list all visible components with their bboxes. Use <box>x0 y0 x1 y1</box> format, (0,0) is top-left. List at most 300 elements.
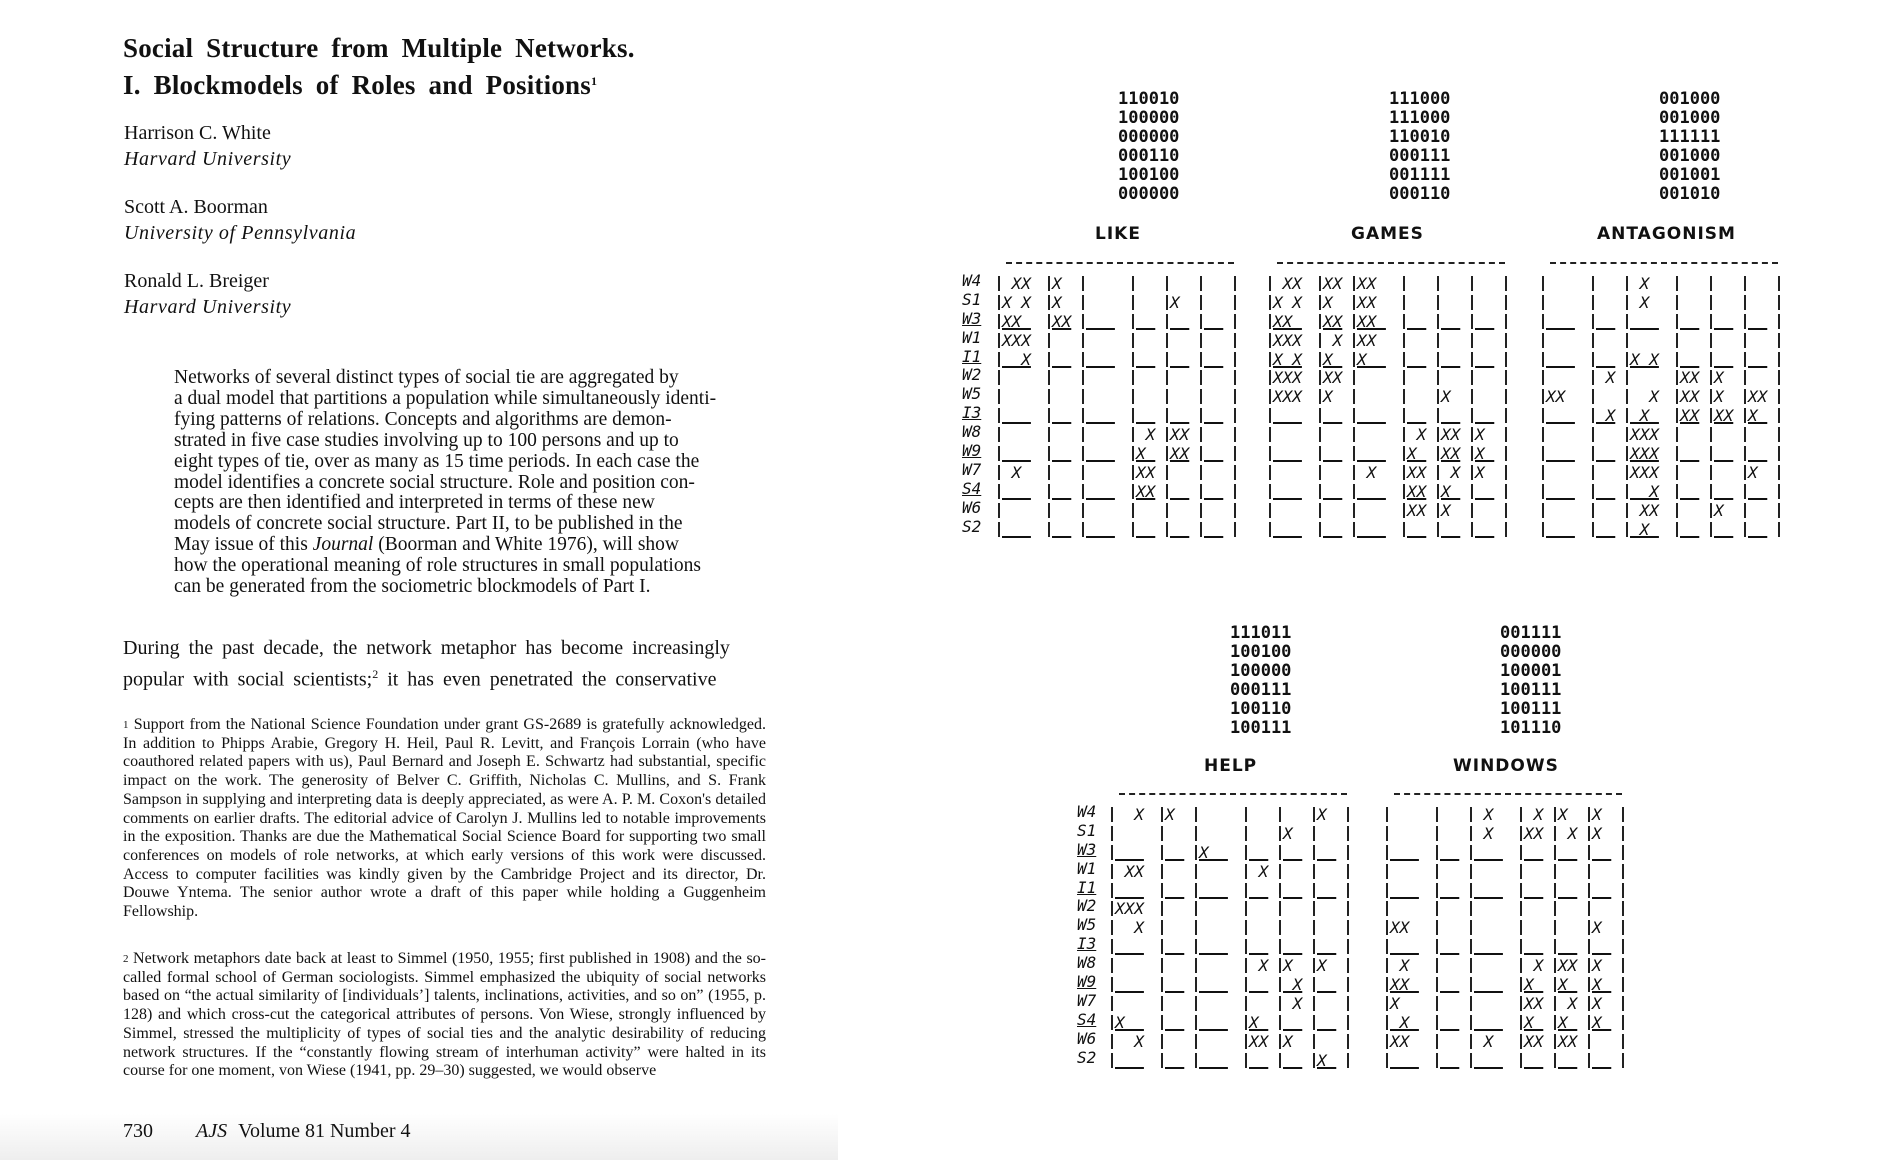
image-matrix-row: 100100 <box>1230 642 1292 662</box>
block-cell <box>1195 826 1245 841</box>
footnote-mark: 2 <box>123 953 129 965</box>
block-cell <box>1554 1053 1588 1068</box>
block-cell <box>1437 352 1471 367</box>
block-cell <box>1744 503 1780 518</box>
block-cell: X <box>1279 1034 1313 1049</box>
block-cell <box>1082 389 1132 404</box>
image-matrix <box>1389 90 1450 204</box>
block-cell <box>1313 1034 1349 1049</box>
block-cell <box>1200 427 1236 442</box>
block-cell: X <box>1744 408 1780 423</box>
row-label: S1 <box>962 289 982 309</box>
block-cell: XX <box>1269 314 1319 329</box>
footnote-text: Network metaphors date back at least to Simmel (1950, 1955; first published in 1908) and the so-called formal school of German sociologists. Simmel emphasized the ubiquity of social networks based on “the actual similarity of [individuals’] talents, inclinations, activities, and so on” (1955, p. 128) and which cross-cut the categorical attributes of persons. Von Wiese, strongly influenced by Simmel, stressed the multiplicity of types of social ties and the analytic desirability of reducing network structures. If the “constantly flowing stream of interhuman activity” were halted in its course for one moment, von Wiese (1941, pp. 29–30) suggested, we would observe <box>123 950 766 1080</box>
footnote-1 <box>123 716 766 922</box>
block-cell <box>998 370 1048 385</box>
grid-row <box>1269 520 1507 539</box>
block-cell <box>1386 845 1436 860</box>
block-cell: X <box>1626 522 1676 537</box>
block-cell: XXX <box>1269 333 1319 348</box>
block-cell <box>1470 1053 1520 1068</box>
block-cell: XX <box>1520 1034 1554 1049</box>
block-cell <box>1313 845 1349 860</box>
grid-row <box>1542 520 1780 539</box>
blockmodel-grid <box>1542 262 1780 538</box>
abstract-line: Networks of several distinct types of social tie are aggregated by <box>174 367 679 388</box>
grid-row <box>1111 975 1349 994</box>
row-label: I3 <box>962 403 982 423</box>
block-cell: X <box>1403 446 1437 461</box>
block-cell: X <box>1353 352 1403 367</box>
block-cell: X <box>1111 920 1161 935</box>
block-cell <box>1554 883 1588 898</box>
image-matrix <box>1230 624 1291 738</box>
block-cell <box>1470 901 1520 916</box>
block-cell <box>1161 845 1195 860</box>
block-cell <box>1471 522 1507 537</box>
block-cell <box>1313 920 1349 935</box>
grid-top-border <box>1006 262 1234 274</box>
block-cell <box>1554 845 1588 860</box>
block-cell <box>1744 370 1780 385</box>
block-cell <box>1470 864 1520 879</box>
block-cell <box>1269 465 1319 480</box>
block-cell <box>1403 333 1437 348</box>
block-cell: X X <box>998 295 1048 310</box>
block-cell <box>1082 333 1132 348</box>
block-cell: X <box>1245 958 1279 973</box>
block-cell <box>1353 503 1403 518</box>
block-cell <box>1744 446 1780 461</box>
grid-row <box>1111 918 1349 937</box>
block-cell <box>1279 901 1313 916</box>
block-cell <box>1520 920 1554 935</box>
block-cell <box>1436 996 1470 1011</box>
image-matrix-row: 000000 <box>1500 642 1562 662</box>
abstract-line: model identifies a concrete social structure. Role and position con- <box>174 471 695 493</box>
block-cell <box>1319 427 1353 442</box>
block-cell <box>1279 883 1313 898</box>
block-cell <box>1082 522 1132 537</box>
block-cell <box>1676 427 1710 442</box>
block-cell: XXX <box>1626 465 1676 480</box>
block-cell <box>1470 958 1520 973</box>
block-cell <box>1269 484 1319 499</box>
block-cell <box>1161 939 1195 954</box>
author-affiliation: Harvard University <box>124 148 292 170</box>
grid-row <box>1111 881 1349 900</box>
grid-row <box>1542 425 1780 444</box>
left-page <box>0 0 838 1160</box>
row-label: I1 <box>962 346 982 366</box>
image-matrix <box>1118 90 1179 204</box>
block-cell <box>1132 295 1166 310</box>
block-cell <box>1245 901 1279 916</box>
grid-row <box>1269 501 1507 520</box>
journal-name: AJS <box>196 1120 228 1142</box>
grid-row <box>1111 843 1349 862</box>
block-cell <box>1437 333 1471 348</box>
block-cell: XX <box>1353 276 1403 291</box>
grid-row <box>1269 387 1507 406</box>
block-cell: X <box>1626 408 1676 423</box>
block-cell <box>1386 864 1436 879</box>
block-cell <box>1676 522 1710 537</box>
block-cell <box>1436 1034 1470 1049</box>
title-line-2-text: I. Blockmodels of Roles and Positions <box>123 70 591 100</box>
block-cell <box>1111 845 1161 860</box>
block-cell <box>1319 503 1353 518</box>
block-cell <box>1710 484 1744 499</box>
grid-row <box>1111 862 1349 881</box>
block-cell <box>1592 352 1626 367</box>
block-cell <box>1588 883 1624 898</box>
row-label: W5 <box>1077 915 1097 935</box>
block-cell: XX <box>1744 389 1780 404</box>
block-cell: X <box>1111 1034 1161 1049</box>
block-cell <box>1542 295 1592 310</box>
block-cell: X <box>1437 484 1471 499</box>
block-cell <box>1542 446 1592 461</box>
grid-row <box>1111 1051 1349 1070</box>
block-cell <box>1626 370 1676 385</box>
grid-row <box>1386 862 1624 881</box>
abstract <box>174 368 766 598</box>
block-cell <box>1520 864 1554 879</box>
grid-row <box>1111 805 1349 824</box>
block-cell: X <box>1471 465 1507 480</box>
block-cell: X <box>1520 807 1554 822</box>
block-cell: XX <box>1245 1034 1279 1049</box>
block-cell: X <box>1279 958 1313 973</box>
grid-row <box>1269 406 1507 425</box>
block-cell <box>1676 314 1710 329</box>
block-cell <box>1592 522 1626 537</box>
block-cell <box>1161 901 1195 916</box>
abstract-line: how the operational meaning of role structures in small populations <box>174 555 701 577</box>
block-cell <box>1436 920 1470 935</box>
image-matrix-row: 001000 <box>1659 108 1721 128</box>
block-cell <box>1436 864 1470 879</box>
block-cell <box>1676 333 1710 348</box>
block-cell: X <box>1111 1015 1161 1030</box>
grid-row <box>998 482 1236 501</box>
block-cell <box>1111 996 1161 1011</box>
grid-row <box>1269 312 1507 331</box>
grid-row <box>1386 975 1624 994</box>
block-cell: X <box>1132 446 1166 461</box>
block-cell <box>1048 465 1082 480</box>
block-cell: XXX <box>1626 446 1676 461</box>
block-cell <box>1313 996 1349 1011</box>
block-cell <box>1676 352 1710 367</box>
row-labels <box>1077 803 1096 1067</box>
block-cell <box>1386 901 1436 916</box>
block-cell <box>1161 958 1195 973</box>
block-cell: X <box>1386 1015 1436 1030</box>
intro-line-text: popular with social scientists; <box>123 668 373 691</box>
block-cell <box>1386 1053 1436 1068</box>
block-cell: XX <box>1353 333 1403 348</box>
block-cell: X <box>1166 295 1200 310</box>
grid-row <box>1542 444 1780 463</box>
block-cell: X <box>998 352 1048 367</box>
block-cell: X <box>1111 807 1161 822</box>
image-matrix-row: 100000 <box>1230 661 1292 681</box>
block-cell <box>1279 920 1313 935</box>
block-cell <box>1166 389 1200 404</box>
block-cell <box>1386 826 1436 841</box>
image-matrix-row: 000000 <box>1118 184 1180 204</box>
block-cell <box>1403 522 1437 537</box>
block-cell: XX <box>1166 446 1200 461</box>
footnote-text: Support from the National Science Foundation under grant GS-2689 is gratefully acknowledged. In addition to Phipps Arabie, Gregory H. Heil, Paul R. Levitt, and François Lorrain (who have coauthored related papers with us), Paul Bernard and Joseph E. Schwartz had substantial, specific impact on the work. The generosity of Belver C. Griffith, Nicholas C. Mullins, and S. Frank Sampson in supplying and interpreting data is deeply appreciated, as were A. P. M. Coxon's detailed comments on earlier drafts. The editorial advice of Carolyn J. Mullins led to notable improvements in the exposition. Thanks are due the Mathematical Social Science Board for supporting two small conferences on models of role networks, at which early versions of this work were discussed. Access to computer facilities was kindly given by the Cambridge Project and its director, Dr. Douwe Yntema. The senior author wrote a draft of this paper while holding a Guggenheim Fellowship. <box>123 716 767 921</box>
image-matrix <box>1659 90 1720 204</box>
block-cell: X <box>1626 276 1676 291</box>
block-cell <box>1437 314 1471 329</box>
block-cell: X <box>998 465 1048 480</box>
grid-row <box>1269 293 1507 312</box>
abstract-line: can be generated from the sociometric blockmodels of Part I. <box>174 576 651 598</box>
image-matrix-row: 001000 <box>1659 89 1721 109</box>
row-label: W4 <box>962 271 982 290</box>
block-cell <box>1319 484 1353 499</box>
block-cell <box>1082 465 1132 480</box>
image-matrix-row: 000110 <box>1118 146 1180 166</box>
block-cell <box>1313 883 1349 898</box>
matrix-title: GAMES <box>1351 224 1424 244</box>
row-label: S4 <box>962 478 982 498</box>
block-cell <box>1200 276 1236 291</box>
abstract-line-tail: (Boorman and White 1976), will show <box>373 534 679 556</box>
block-cell <box>1710 465 1744 480</box>
block-cell <box>1436 958 1470 973</box>
block-cell: XX <box>998 314 1048 329</box>
block-cell: XX <box>1403 503 1437 518</box>
block-cell <box>1166 314 1200 329</box>
footnote-2 <box>123 950 766 1081</box>
author-name: Scott A. Boorman <box>124 196 268 218</box>
block-cell <box>1592 484 1626 499</box>
block-cell: XX <box>1111 864 1161 879</box>
grid-row <box>1386 956 1624 975</box>
block-cell: XX <box>1353 295 1403 310</box>
block-cell <box>1161 920 1195 935</box>
grid-row <box>1386 881 1624 900</box>
block-cell <box>1166 503 1200 518</box>
block-cell <box>1710 276 1744 291</box>
block-cell <box>1132 503 1166 518</box>
row-label: W3 <box>1077 839 1097 859</box>
block-cell: XX <box>1132 484 1166 499</box>
image-matrix-row: 000111 <box>1389 146 1451 166</box>
block-cell: X X <box>1269 295 1319 310</box>
grid-row <box>998 501 1236 520</box>
grid-top-border <box>1277 262 1505 274</box>
intro-line <box>123 662 766 693</box>
row-label: S2 <box>962 516 982 536</box>
block-cell <box>998 427 1048 442</box>
block-cell <box>1132 522 1166 537</box>
block-cell <box>1588 1053 1624 1068</box>
footnote-ref: 2 <box>372 666 379 681</box>
block-cell: X <box>1710 370 1744 385</box>
grid-row <box>998 444 1236 463</box>
block-cell: X <box>1245 1015 1279 1030</box>
block-cell <box>1437 276 1471 291</box>
block-cell <box>1403 314 1437 329</box>
block-cell: X <box>1554 977 1588 992</box>
block-cell <box>1710 314 1744 329</box>
block-cell <box>1436 1015 1470 1030</box>
block-cell <box>1744 484 1780 499</box>
block-cell <box>1471 370 1507 385</box>
block-cell: X <box>1592 408 1626 423</box>
block-cell <box>1542 484 1592 499</box>
block-cell <box>1403 276 1437 291</box>
block-cell <box>1279 939 1313 954</box>
block-cell <box>1436 826 1470 841</box>
block-cell: XX <box>1710 408 1744 423</box>
block-cell: X <box>1195 845 1245 860</box>
row-label: W2 <box>962 365 982 385</box>
block-cell: XX <box>1676 370 1710 385</box>
block-cell <box>1195 958 1245 973</box>
block-cell <box>1200 446 1236 461</box>
block-cell <box>1353 427 1403 442</box>
block-cell <box>1161 864 1195 879</box>
block-cell <box>1676 484 1710 499</box>
block-cell <box>1200 408 1236 423</box>
block-cell <box>1269 446 1319 461</box>
block-cell <box>1676 446 1710 461</box>
block-cell <box>1470 1015 1520 1030</box>
block-cell <box>1048 408 1082 423</box>
block-cell <box>1588 1034 1624 1049</box>
row-label: W1 <box>1077 858 1097 878</box>
block-cell <box>1353 446 1403 461</box>
block-cell <box>1542 276 1592 291</box>
block-cell: XX <box>1319 370 1353 385</box>
block-cell <box>1319 446 1353 461</box>
footnote-mark: 1 <box>123 719 129 731</box>
block-cell <box>1554 939 1588 954</box>
row-label: W6 <box>962 497 982 517</box>
block-cell <box>1710 295 1744 310</box>
grid-top-border <box>1394 793 1622 805</box>
block-cell: XX <box>1676 408 1710 423</box>
block-cell <box>1048 484 1082 499</box>
block-cell <box>1245 826 1279 841</box>
block-cell: X X <box>1269 352 1319 367</box>
block-cell <box>1048 446 1082 461</box>
block-cell <box>1554 864 1588 879</box>
block-cell <box>1471 503 1507 518</box>
abstract-line: a dual model that partitions a population while simultaneously identi- <box>174 387 717 409</box>
block-cell: XX <box>1319 314 1353 329</box>
grid-row <box>1269 482 1507 501</box>
block-cell <box>1245 920 1279 935</box>
block-cell <box>1542 333 1592 348</box>
grid-top-border <box>1119 793 1347 805</box>
image-matrix-row: 101110 <box>1500 718 1562 738</box>
grid-row <box>1542 368 1780 387</box>
block-cell <box>1166 522 1200 537</box>
block-cell <box>1195 977 1245 992</box>
grid-row <box>998 387 1236 406</box>
block-cell <box>1542 465 1592 480</box>
block-cell <box>1319 522 1353 537</box>
block-cell: XX <box>1554 958 1588 973</box>
block-cell <box>1245 845 1279 860</box>
block-cell <box>1403 370 1437 385</box>
author-affiliation: Harvard University <box>124 296 292 318</box>
title-footnote-mark: 1 <box>590 74 598 88</box>
block-cell <box>1403 352 1437 367</box>
author-affiliation: University of Pennsylvania <box>124 222 357 244</box>
block-cell: X <box>1588 920 1624 935</box>
block-cell <box>1470 977 1520 992</box>
block-cell <box>1082 427 1132 442</box>
row-label: W5 <box>962 384 982 404</box>
block-cell <box>1436 901 1470 916</box>
block-cell <box>1279 1015 1313 1030</box>
block-cell: XXX <box>1626 427 1676 442</box>
image-matrix-row: 100000 <box>1118 108 1180 128</box>
block-cell <box>1132 408 1166 423</box>
block-cell <box>1710 446 1744 461</box>
row-label: S1 <box>1077 820 1097 840</box>
block-cell: X <box>1161 807 1195 822</box>
page-number: 730 <box>123 1120 153 1142</box>
block-cell <box>1200 465 1236 480</box>
grid-row <box>998 312 1236 331</box>
page-footer <box>123 1120 411 1143</box>
paper-title <box>123 30 635 104</box>
block-cell: X <box>1403 427 1437 442</box>
block-cell <box>1471 295 1507 310</box>
block-cell: X <box>1437 389 1471 404</box>
block-cell <box>1386 883 1436 898</box>
block-cell <box>998 446 1048 461</box>
block-cell <box>1437 522 1471 537</box>
image-matrix-row: 111000 <box>1389 108 1451 128</box>
block-cell <box>1386 807 1436 822</box>
image-matrix-row: 111000 <box>1389 89 1451 109</box>
block-cell <box>1592 446 1626 461</box>
image-matrix-row: 100001 <box>1500 661 1562 681</box>
grid-row <box>1386 994 1624 1013</box>
block-cell: XX <box>1676 389 1710 404</box>
grid-row <box>998 368 1236 387</box>
block-cell <box>1166 333 1200 348</box>
blockmodel-grid <box>1269 262 1507 538</box>
block-cell: XX <box>1048 314 1082 329</box>
image-matrix-row: 001000 <box>1659 146 1721 166</box>
intro-line: During the past decade, the network metaphor has become increasingly <box>123 637 730 659</box>
grid-row <box>1269 444 1507 463</box>
block-cell <box>1166 352 1200 367</box>
block-cell <box>1520 845 1554 860</box>
grid-row <box>1386 899 1624 918</box>
block-cell: XX <box>1626 503 1676 518</box>
block-cell <box>1470 920 1520 935</box>
grid-row <box>998 331 1236 350</box>
image-matrix-row: 001111 <box>1389 165 1451 185</box>
block-cell: XX <box>998 276 1048 291</box>
block-cell <box>1592 295 1626 310</box>
block-cell: XX <box>1319 276 1353 291</box>
